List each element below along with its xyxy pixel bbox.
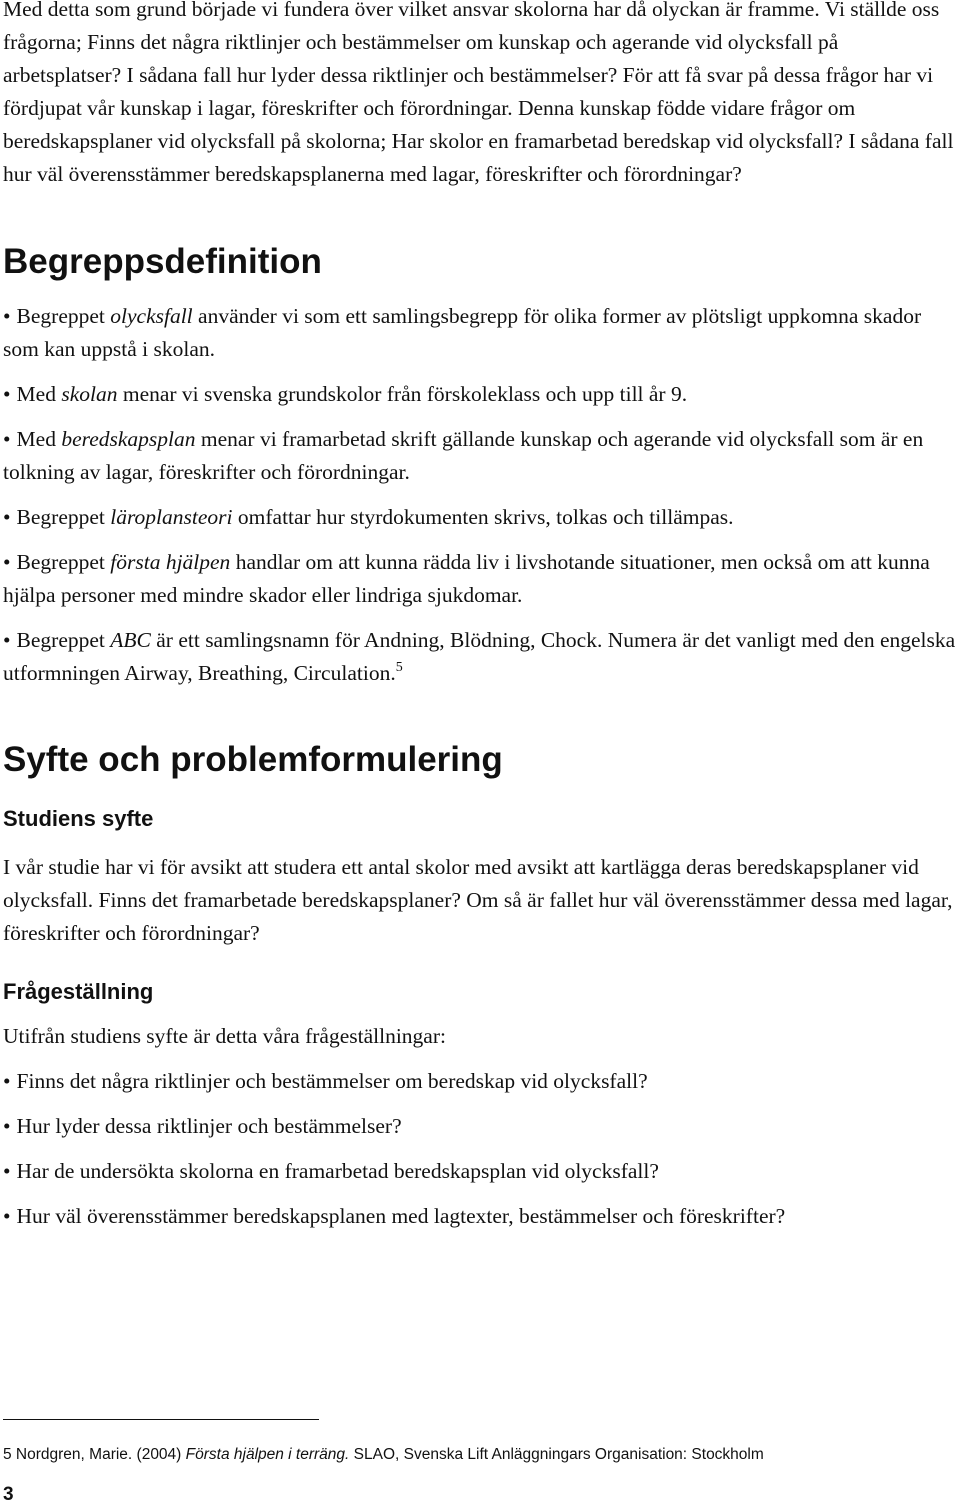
term: första hjälpen (110, 550, 231, 574)
definition-list (3, 300, 958, 690)
definition-item-olycksfall: • Begreppet olycksfall använder vi som ett samlingsbegrepp för olika former av plötsligt uppkomna skador som kan uppstå i skolan. (3, 304, 922, 361)
question-item: • Finns det några riktlinjer och bestämmelser om beredskap vid olycksfall? (3, 1069, 648, 1093)
heading-fragestallning: Frågeställning (3, 979, 154, 1004)
bullet-icon: • (3, 628, 11, 652)
question-list (3, 1065, 958, 1233)
footnote-divider (3, 1419, 319, 1420)
definition-item-laroplansteori: • Begreppet läroplansteori omfattar hur styrdokumenten skrivs, tolkas och tillämpas. (3, 505, 734, 529)
bullet-icon: • (3, 505, 11, 529)
term: skolan (61, 382, 118, 406)
bullet-icon: • (3, 304, 11, 328)
term: beredskapsplan (61, 427, 196, 451)
term: ABC (110, 628, 151, 652)
definition-item-forsta-hjalpen: • Begreppet första hjälpen handlar om att kunna rädda liv i livshotande situationer, men också om att kunna hjälpa personer med mindre skador eller lindriga sjukdomar. (3, 550, 930, 607)
footnote-reference: 5 (395, 660, 403, 675)
bullet-icon: • (3, 1069, 11, 1093)
intro-paragraph: Med detta som grund började vi fundera över vilket ansvar skolorna har då olyckan är framme. Vi ställde oss frågorna; Finns det några riktlinjer och bestämmelser om kunskap och agerande vid olycksfall på arbetsplatser? I sådana fall hur lyder dessa riktlinjer och bestämmelser? För att få svar på dessa frågor har vi fördjupat vår kunskap i lagar, föreskrifter och förordningar. Denna kunskap födde vidare frågor om beredskapsplaner vid olycksfall på skolorna; Har skolor en framarbetad beredskap vid olycksfall? I sådana fall hur väl överensstämmer beredskapsplanerna med lagar, föreskrifter och förordningar? (3, 0, 954, 186)
definition-item-skolan: • Med skolan menar vi svenska grundskolor från förskoleklass och upp till år 9. (3, 382, 688, 406)
definition-item-abc: • Begreppet ABC är ett samlingsnamn för Andning, Blödning, Chock. Numera är det vanligt med den engelska utformningen Airway, Breathing, Circulation.$^5$ (3, 628, 956, 685)
term: läroplansteori (110, 505, 233, 529)
document-page (3, 0, 958, 1245)
page-number: 3 (3, 1484, 14, 1505)
question-item: • Har de undersökta skolorna en framarbetad beredskapsplan vid olycksfall? (3, 1159, 659, 1183)
heading-syfte: Syfte och problemformulering (3, 740, 503, 779)
bullet-icon: • (3, 550, 11, 574)
question-item: • Hur lyder dessa riktlinjer och bestämmelser? (3, 1114, 402, 1138)
bullet-icon: • (3, 1159, 11, 1183)
question-item: • Hur väl överensstämmer beredskapsplanen med lagtexter, bestämmelser och föreskrifter? (3, 1204, 786, 1228)
bullet-icon: • (3, 1114, 11, 1138)
syfte-paragraph: I vår studie har vi för avsikt att studera ett antal skolor med avsikt att kartlägga deras beredskapsplaner vid olycksfall. Finns det framarbetade beredskapsplaner? Om så är fallet hur väl överensstämmer dessa med lagar, föreskrifter och förordningar? (3, 855, 953, 945)
fragestallning-intro: Utifrån studiens syfte är detta våra frågeställningar: (3, 1024, 446, 1048)
bullet-icon: • (3, 427, 11, 451)
footnote-number: 5 (3, 1446, 12, 1463)
bullet-icon: • (3, 1204, 11, 1228)
term: olycksfall (110, 304, 193, 328)
heading-studiens-syfte: Studiens syfte (3, 806, 154, 831)
footnote-title: Första hjälpen i terräng. (185, 1446, 350, 1463)
bullet-icon: • (3, 382, 11, 406)
definition-item-beredskapsplan: • Med beredskapsplan menar vi framarbetad skrift gällande kunskap och agerande vid olycksfall som är en tolkning av lagar, föreskrifter och förordningar. (3, 427, 924, 484)
footnote: 5 Nordgren, Marie. (2004) Första hjälpen i terräng. SLAO, Svenska Lift Anläggningars Organisation: Stockholm (3, 1446, 764, 1463)
heading-begreppsdefinition: Begreppsdefinition (3, 242, 322, 281)
